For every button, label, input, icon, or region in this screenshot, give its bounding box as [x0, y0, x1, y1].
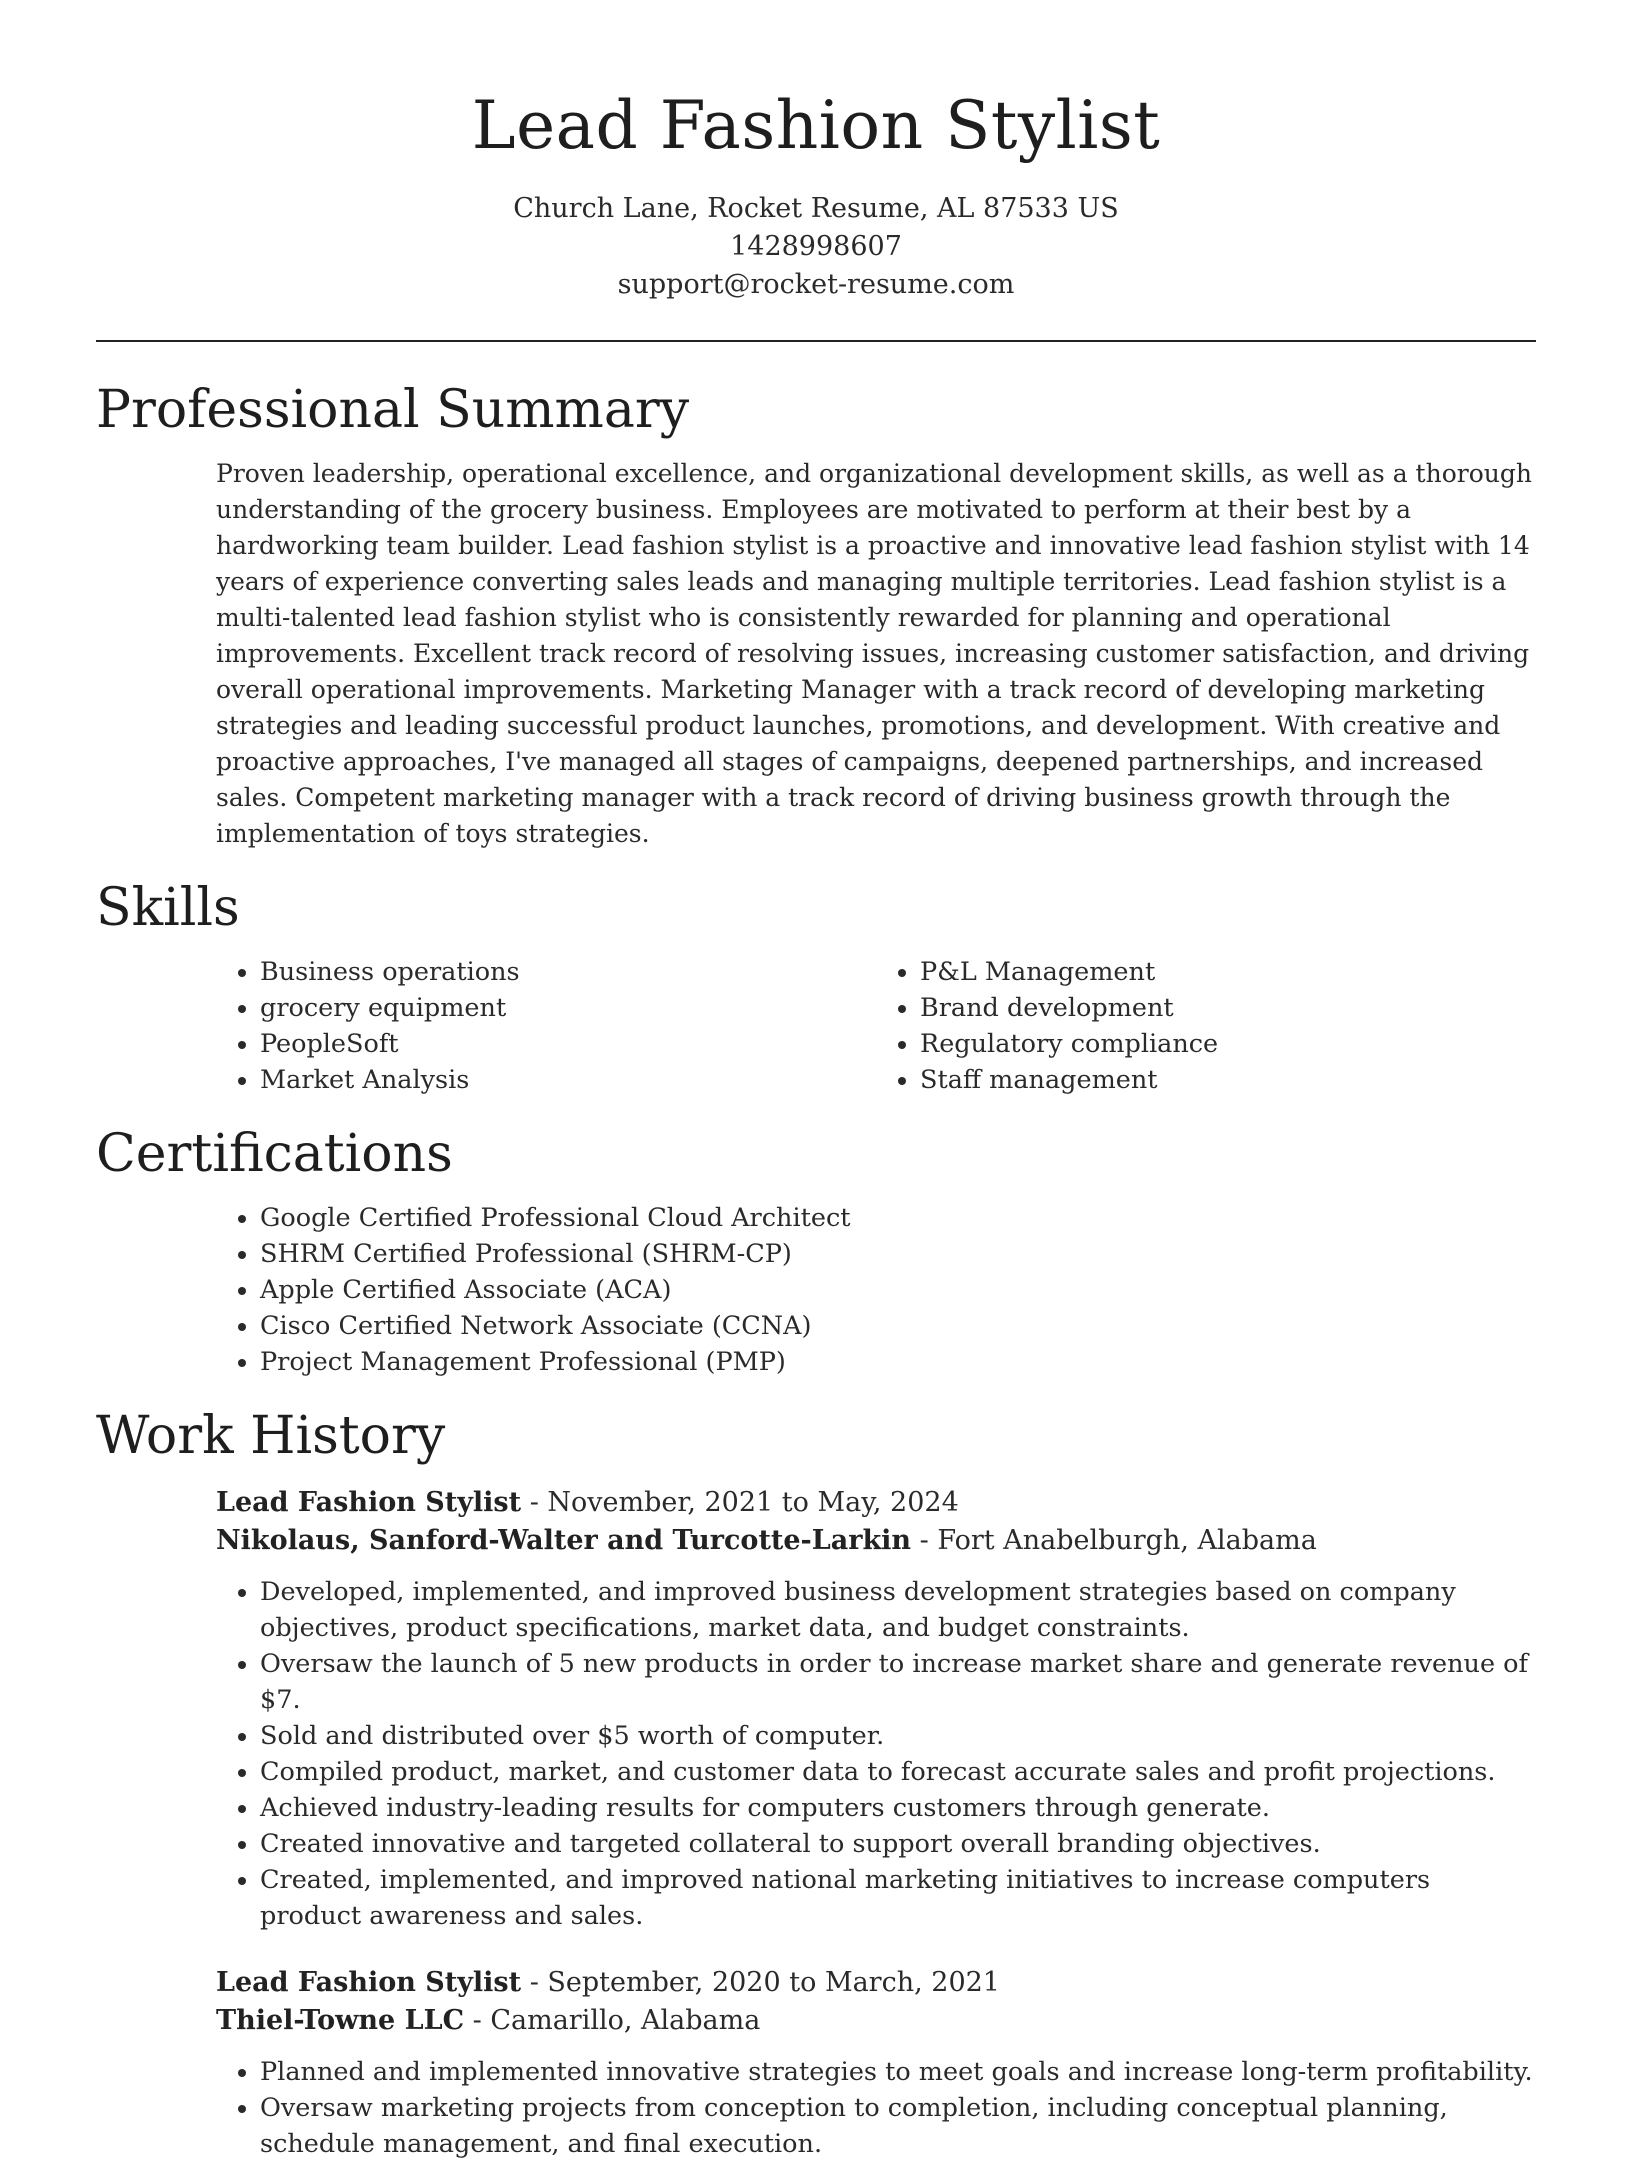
job-title: Lead Fashion Stylist: [216, 1487, 522, 1518]
job-bullets: [216, 2054, 1536, 2162]
job-bullet: • Oversaw the launch of 5 new products in order to increase market share and generate revenue of $7.: [260, 1646, 1536, 1718]
job-company-line: [216, 1522, 1536, 1560]
job-title-line: [216, 1964, 1536, 2002]
job-bullet: • Compiled product, market, and customer data to forecast accurate sales and profit projections.: [260, 1754, 1536, 1790]
job-bullet: • Achieved industry-leading results for computers customers through generate.: [260, 1790, 1536, 1826]
job-bullet: • Sold and distributed over $5 worth of computer.: [260, 1718, 1536, 1754]
skill-item: • Regulatory compliance: [920, 1026, 1536, 1062]
work-history-section: [96, 1404, 1536, 2162]
address: Church Lane, Rocket Resume, AL 87533 US: [513, 193, 1119, 224]
job-dates: - September, 2020 to March, 2021: [521, 1967, 1000, 1998]
skills-list-right: [876, 954, 1536, 1098]
skill-item: • Brand development: [920, 990, 1536, 1026]
certifications-heading: Certifications: [96, 1124, 453, 1184]
job-company: Nikolaus, Sanford-Walter and Turcotte-Larkin: [216, 1525, 912, 1556]
skill-item: • Business operations: [260, 954, 876, 990]
skills-heading: Skills: [96, 878, 240, 938]
job-bullet: • Created, implemented, and improved national marketing initiatives to increase computers product awareness and sales.: [260, 1862, 1536, 1934]
job-location: - Camarillo, Alabama: [464, 2005, 761, 2036]
certification-item: • Cisco Certified Network Associate (CCNA): [260, 1308, 1536, 1344]
candidate-name: Lead Fashion Stylist: [471, 87, 1161, 164]
summary-text: Proven leadership, operational excellence, and organizational development skills, as well as a thorough understanding of the grocery business. Employees are motivated to perform at their best by a hardworking team builder. Lead fashion stylist is a proactive and innovative lead fashion stylist with 14 years of experience converting sales leads and managing multiple territories. Lead fashion stylist is a multi-talented lead fashion stylist who is consistently rewarded for planning and operational improvements. Excellent track record of resolving issues, increasing customer satisfaction, and driving overall operational improvements. Marketing Manager with a track record of developing marketing strategies and leading successful product launches, promotions, and development. With creative and proactive approaches, I've managed all stages of campaigns, deepened partnerships, and increased sales. Competent marketing manager with a track record of driving business growth through the implementation of toys strategies.: [216, 459, 1532, 848]
skills-section: [96, 876, 1536, 1098]
certification-item: • Apple Certified Associate (ACA): [260, 1272, 1536, 1308]
phone: 1428998607: [730, 231, 902, 262]
email: support@rocket-resume.com: [617, 269, 1015, 300]
certification-item: • Project Management Professional (PMP): [260, 1344, 1536, 1380]
job-location: - Fort Anabelburgh, Alabama: [911, 1525, 1317, 1556]
skill-item: • Market Analysis: [260, 1062, 876, 1098]
certification-item: • SHRM Certified Professional (SHRM-CP): [260, 1236, 1536, 1272]
certifications-section: [96, 1122, 1536, 1380]
skill-item: • P&L Management: [920, 954, 1536, 990]
job-bullet: • Developed, implemented, and improved business development strategies based on company objectives, product specifications, market data, and budget constraints.: [260, 1574, 1536, 1646]
job-bullet: • Created innovative and targeted collateral to support overall branding objectives.: [260, 1826, 1536, 1862]
job-title: Lead Fashion Stylist: [216, 1967, 522, 1998]
skills-columns: [216, 954, 1536, 1098]
work-history-heading: Work History: [96, 1406, 446, 1466]
job-dates: - November, 2021 to May, 2024: [521, 1487, 959, 1518]
contact-block: [96, 190, 1536, 304]
job-bullet: • Oversaw marketing projects from conception to completion, including conceptual planning, schedule management, and final execution.: [260, 2090, 1536, 2162]
job-entry: [216, 1964, 1536, 2162]
summary-heading: Professional Summary: [96, 380, 690, 440]
job-entry: [216, 1484, 1536, 1934]
header-divider: [96, 340, 1536, 342]
job-company-line: [216, 2002, 1536, 2040]
skill-item: • PeopleSoft: [260, 1026, 876, 1062]
skills-list-left: [216, 954, 876, 1098]
skill-item: • Staff management: [920, 1062, 1536, 1098]
certification-item: • Google Certified Professional Cloud Architect: [260, 1200, 1536, 1236]
job-title-line: [216, 1484, 1536, 1522]
job-bullets: [216, 1574, 1536, 1934]
job-bullet: • Planned and implemented innovative strategies to meet goals and increase long-term profitability.: [260, 2054, 1536, 2090]
resume-header: [96, 86, 1536, 304]
skill-item: • grocery equipment: [260, 990, 876, 1026]
summary-section: [96, 378, 1536, 852]
certifications-list: [216, 1200, 1536, 1380]
resume-page: [96, 0, 1536, 2162]
job-company: Thiel-Towne LLC: [216, 2005, 465, 2036]
